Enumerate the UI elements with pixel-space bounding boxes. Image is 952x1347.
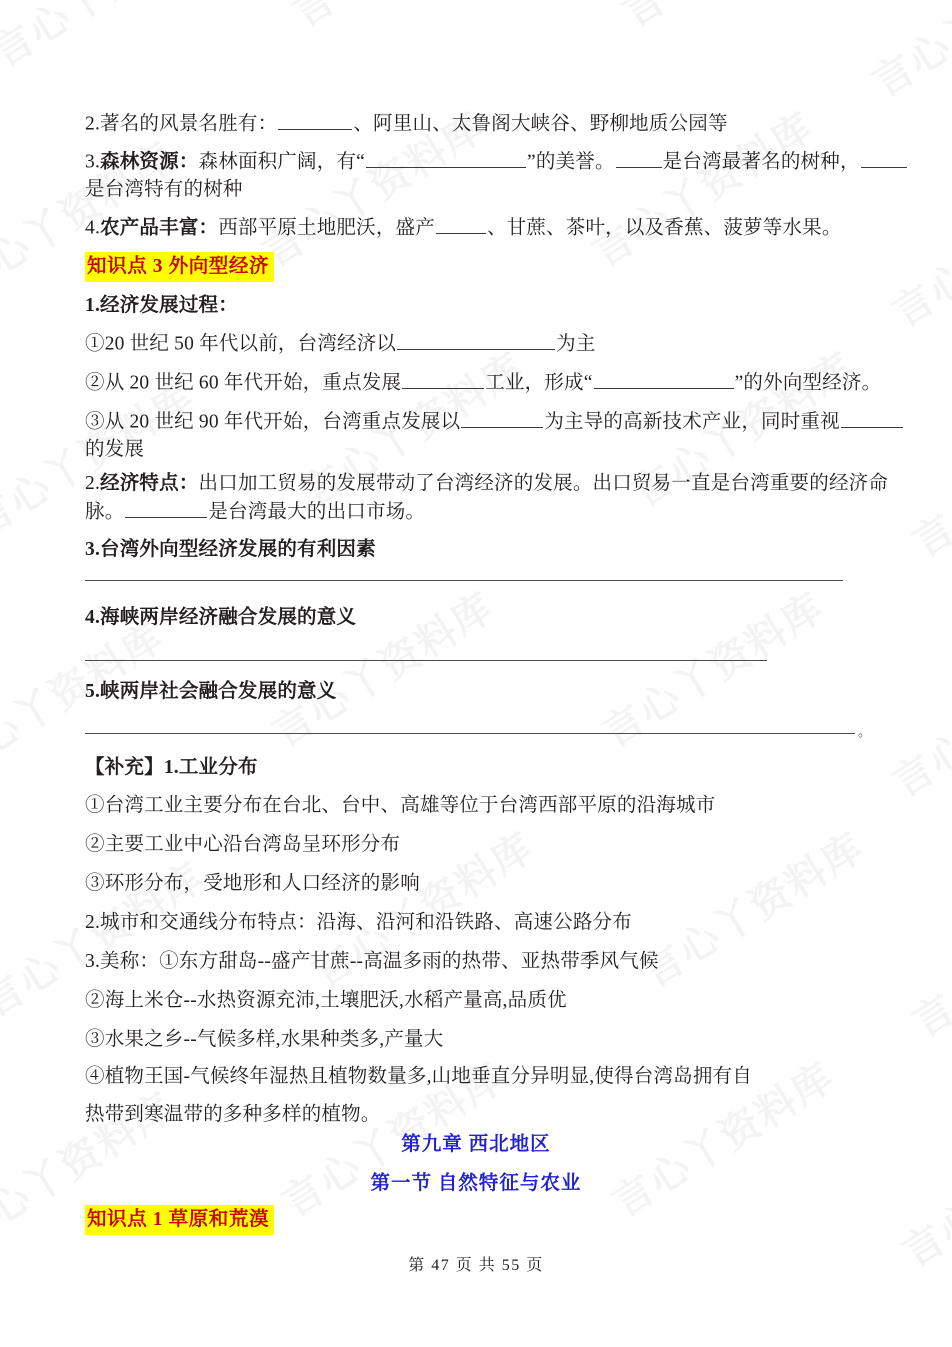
paragraph-econ-item-1 (85, 330, 596, 359)
question-heading-4: 4.海峡两岸经济融合发展的意义 (85, 607, 357, 628)
fill-in-blank[interactable] (436, 214, 486, 234)
fill-in-blank[interactable] (278, 110, 352, 130)
item-label: 著名的风景名胜有： (100, 113, 278, 135)
item-text: 森林面积广阔，有“ (198, 151, 366, 173)
paragraph-econ-item-3-line1 (85, 408, 904, 437)
fill-in-blank[interactable] (366, 148, 526, 168)
item-number: 2. (85, 113, 101, 135)
item-text: 为主导的高新技术产业，同时重视 (544, 411, 840, 433)
item-text: 是台湾最大的出口市场。 (208, 501, 426, 523)
chapter-title: 第九章 西北地区 (401, 1134, 551, 1155)
supplement-item: ③环形分布，受地形和人口经济的影响 (85, 873, 420, 894)
item-text: ”的外向型经济。 (734, 372, 882, 394)
supplement-heading-text: 1.工业分布 (163, 757, 258, 778)
item-number: 3. (85, 151, 101, 173)
item-bold-label: 农产品丰富： (100, 217, 219, 239)
item-text: 从 20 世纪 90 年代开始，台湾重点发展以 (104, 411, 461, 433)
paragraph-agriculture (85, 214, 842, 243)
item-text: 从 20 世纪 60 年代开始，重点发展 (104, 372, 402, 394)
fill-in-blank[interactable] (402, 369, 484, 389)
item-text: 出口加工贸易的发展带动了台湾经济的发展。出口贸易一直是台湾重要的经济命 (198, 473, 889, 494)
question-heading-3: 3.台湾外向型经济发展的有利因素 (85, 539, 376, 560)
item-text: 20 世纪 50 年代以前，台湾经济以 (104, 333, 397, 355)
list-marker: ③ (85, 411, 105, 433)
paragraph-scenery (85, 110, 728, 139)
supplement-item: ①台湾工业主要分布在台北、台中、高雄等位于台湾西部平原的沿海城市 (85, 795, 716, 816)
supplement-tag: 【补充】 (85, 757, 164, 778)
answer-rule-5[interactable] (85, 733, 855, 734)
item-text: 脉。 (85, 501, 125, 523)
question-heading-5: 5.峡两岸社会融合发展的意义 (85, 681, 337, 702)
paragraph-forest-line1 (85, 148, 908, 177)
item-text: 是台湾最著名的树种， (662, 151, 860, 173)
supplement-heading (85, 754, 258, 782)
paragraph-econ-item-2 (85, 369, 881, 398)
fill-in-blank[interactable] (594, 369, 734, 389)
item-bold-label: 经济特点： (100, 473, 199, 494)
supplement-item-4-line1: ④植物王国-气候终年湿热且植物数量多,山地垂直分异明显,使得台湾岛拥有自 (85, 1066, 752, 1087)
paragraph-econ-item-3-line2: 的发展 (85, 439, 145, 460)
fill-in-blank[interactable] (397, 330, 555, 350)
item-text: 为主 (556, 333, 596, 355)
supplement-nickname: ③水果之乡--气候多样,水果种类多,产量大 (85, 1029, 444, 1050)
heading-econ-process: 1.经济发展过程： (85, 295, 238, 316)
supplement-item-2: 2.城市和交通线分布特点：沿海、沿河和沿铁路、高速公路分布 (85, 912, 632, 933)
paragraph-econ-features-line2 (85, 498, 425, 527)
section-title: 第一节 自然特征与农业 (370, 1173, 582, 1194)
supplement-nickname: ②海上米仓--水热资源充沛,土壤肥沃,水稻产量高,品质优 (85, 990, 567, 1011)
fill-in-blank[interactable] (125, 498, 207, 518)
item-text: 工业，形成“ (485, 372, 593, 394)
item-number: 2. (85, 473, 101, 494)
page-footer: 第 47 页 共 55 页 (408, 1257, 544, 1274)
fill-in-blank[interactable] (861, 148, 907, 168)
supplement-item-4-line2: 热带到寒温带的多种多样的植物。 (85, 1104, 381, 1125)
supplement-item: ②主要工业中心沿台湾岛呈环形分布 (85, 834, 401, 855)
item-text: 、甘蔗、茶叶，以及香蕉、菠萝等水果。 (486, 217, 842, 239)
item-text: 、阿里山、太鲁阁大峡谷、野柳地质公园等 (353, 113, 728, 135)
fill-in-blank[interactable] (461, 408, 543, 428)
answer-rule-5-end-mark: 。 (858, 724, 872, 739)
item-text: 西部平原土地肥沃，盛产 (218, 217, 435, 239)
item-number: 4. (85, 217, 101, 239)
fill-in-blank[interactable] (616, 148, 662, 168)
paragraph-forest-line2: 是台湾特有的树种 (85, 179, 243, 200)
item-text: ”的美誉。 (527, 151, 615, 173)
answer-rule-3[interactable] (85, 580, 843, 581)
knowledge-point-heading-1: 知识点 1 草原和荒漠 (85, 1205, 274, 1235)
supplement-item-3-heading: 3.美称：①东方甜岛--盛产甘蔗--高温多雨的热带、亚热带季风气候 (85, 951, 659, 972)
paragraph-econ-features-line1 (85, 470, 888, 498)
item-bold-label: 森林资源： (100, 151, 199, 173)
answer-rule-4[interactable] (85, 660, 767, 661)
fill-in-blank[interactable] (841, 408, 903, 428)
list-marker: ① (85, 333, 105, 355)
knowledge-point-heading-3: 知识点 3 外向型经济 (85, 252, 274, 282)
list-marker: ② (85, 372, 105, 394)
